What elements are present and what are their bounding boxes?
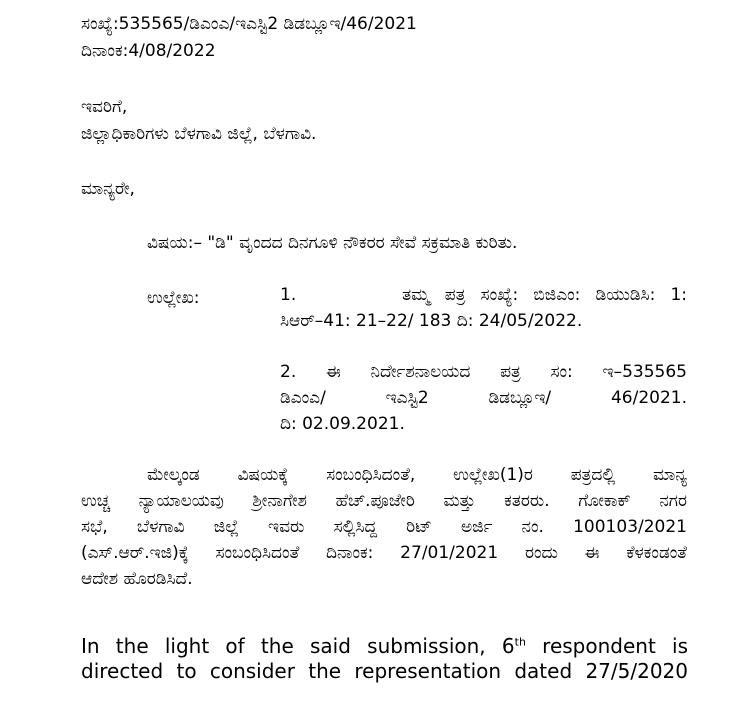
reference-item-1-line1: 1. ತಮ್ಮ ಪತ್ರ ಸಂಖ್ಯೆ: ಬಿಜಿಎಂ: ಡಿಯುಡಿಸಿ: 1: <box>280 285 687 305</box>
body-line-2: ಉಚ್ಚ ನ್ಯಾಯಾಲಯವು ಶ್ರೀನಾಗೇಶ ಹೆಚ್.ಪೂಜೇರಿ ಮತ್ತು ಕತರರು. ಗೋಕಾಕ್ ನಗರ <box>81 491 687 511</box>
english-quote-line-2: directed to consider the representation dated 27/5/2020 <box>81 659 688 683</box>
recipient-to: ಇವರಿಗೆ, <box>81 97 128 117</box>
reference-item-2-line3: ದಿ: 02.09.2021. <box>280 414 405 434</box>
body-line-1: ಮೇಲ್ಕಂಡ ವಿಷಯಕ್ಕೆ ಸಂಬಂಧಿಸಿದಂತೆ, ಉಲ್ಲೇಖ(1)ರ ಪತ್ರದಲ್ಲಿ ಮಾನ್ಯ <box>147 465 687 485</box>
body-line-4: (ಎಸ್.ಆರ್.ಇಜಿ)ಕ್ಕೆ ಸಂಬಂಧಿಸಿದಂತೆ ದಿನಾಂಕ: 27/01/2021 ರಂದು ಈ ಕೆಳಕಂಡಂತೆ <box>81 543 687 563</box>
english-quote <box>81 634 688 684</box>
ordinal-superscript: th <box>514 635 526 649</box>
letter-date: ದಿನಾಂಕ:4/08/2022 <box>81 41 216 61</box>
reference-item-1 <box>280 285 687 337</box>
reference-number: ಸಂಖ್ಯೆ:535565/ಡಿಎಂಎ/ಇಎಸ್ಟಿ2 ಡಿಡಬ್ಲೂಇ/46/2021 <box>81 14 417 34</box>
reference-item-2-line1: 2. ಈ ನಿರ್ದೇಶನಾಲಯದ ಪತ್ರ ಸಂ: ಇ–535565 <box>280 362 687 382</box>
greeting: ಮಾನ್ಯರೇ, <box>81 179 135 199</box>
reference-label: ಉಲ್ಲೇಖ: <box>147 288 200 308</box>
reference-item-2 <box>280 362 687 440</box>
recipient-address: ಜಿಲ್ಲಾಧಿಕಾರಿಗಳು ಬೆಳಗಾವಿ ಜಿಲ್ಲೆ, ಬೆಳಗಾವಿ. <box>81 124 317 144</box>
reference-item-2-line2: ಡಿಎಂಎ/ ಇಎಸ್ಟಿ2 ಡಿಡಬ್ಲೂಇ/ 46/2021. <box>280 388 687 408</box>
body-paragraph <box>81 462 687 592</box>
subject-line: ವಿಷಯ:– "ಡಿ" ವೃಂದದ ದಿನಗೂಳಿ ನೌಕರರ ಸೇವೆ ಸಕ್ರಮಾತಿ ಕುರಿತು. <box>147 233 518 253</box>
body-line-3: ಸಭೆ, ಬೆಳಗಾವಿ ಜಿಲ್ಲೆ ಇವರು ಸಲ್ಲಿಸಿದ್ದ ರಿಟ್ ಅರ್ಜಿ ನಂ. 100103/2021 <box>81 517 687 537</box>
english-quote-line-1-start: In the light of the said submission, 6 <box>81 634 515 658</box>
body-line-5: ಆದೇಶ ಹೊರಡಿಸಿದೆ. <box>81 569 193 589</box>
reference-item-1-line2: ಸಿಆರ್–41: 21–22/ 183 ದಿ: 24/05/2022. <box>280 311 583 331</box>
english-quote-line-1 <box>81 634 688 659</box>
english-quote-line-1-end: respondent is <box>525 634 688 658</box>
